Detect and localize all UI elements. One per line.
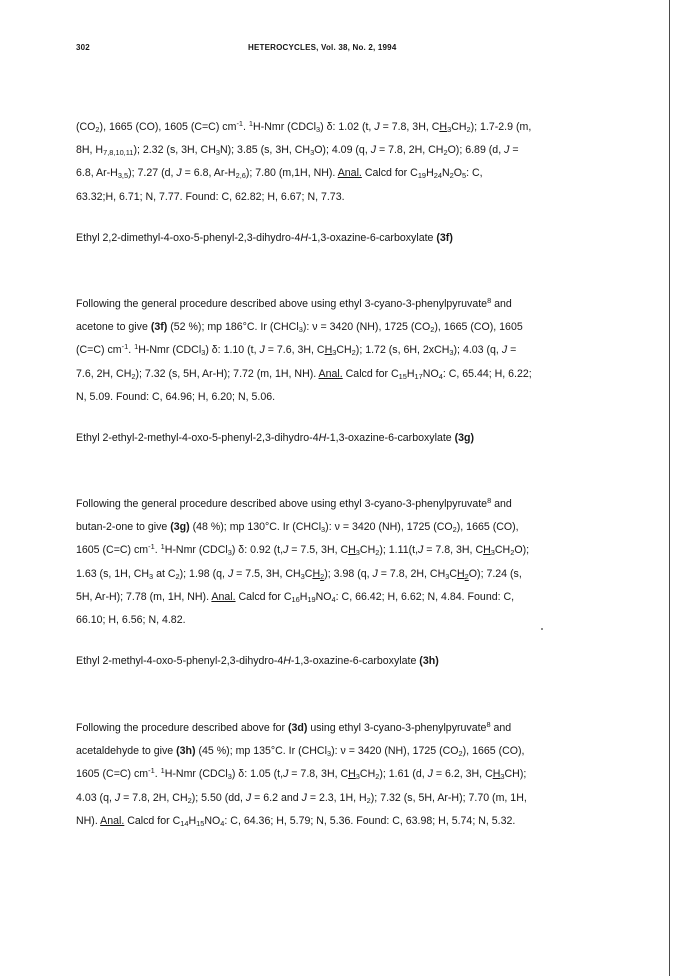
text-line: 7.6, 2H, $CH_2$); 7.32 (s, 5H, Ar-H); 7.72 (m, 1H, NH). Anal. Calcd for $C_{15}H_{17}NO_4$: C, 65.44; H, 6.22; — [76, 367, 532, 381]
text-line: 1605 (C=C) $cm^{-1}$. $^1$H-Nmr (CDCl$_3$) δ: 1.05 (t,J = 7.8, 3H, $CH_3CH_2$); 1.61 (d, J = 6.2, 3H, $CH_3CH$); — [76, 766, 527, 782]
compound-heading-3g: Ethyl 2-ethyl-2-methyl-4-oxo-5-phenyl-2,3-dihydro-4H-1,3-oxazine-6-carboxylate (3g) — [76, 432, 475, 444]
text-line: N, 5.09. Found: C, 64.96; H, 6.20; N, 5.06. — [76, 390, 276, 403]
text-line: 5H, Ar-H); 7.78 (m, 1H, NH). Anal. Calcd for $C_{16}H_{19}NO_4$: C, 66.42; H, 6.62; N, 4.84. Found: C, — [76, 590, 515, 604]
page-edge-rule — [669, 0, 670, 976]
text-line: 1605 (C=C) $cm^{-1}$. $^1$H-Nmr (CDCl$_3$) δ: 0.92 (t,J = 7.5, 3H, $CH_3CH_2$); 1.11(t,J = 7.8, 3H, $CH_3CH_2O$); — [76, 542, 530, 558]
page-number: 302 — [76, 43, 90, 52]
compound-paragraph-3g — [76, 493, 646, 632]
running-head: HETEROCYCLES, Vol. 38, No. 2, 1994 — [248, 43, 397, 52]
compound-heading-3f: Ethyl 2,2-dimethyl-4-oxo-5-phenyl-2,3-dihydro-4H-1,3-oxazine-6-carboxylate (3f) — [76, 232, 453, 244]
text-line: 4.03 (q, J = 7.8, 2H, $CH_2$); 5.50 (dd, J = 6.2 and J = 2.3, 1H, $H_2$); 7.32 (s, 5H, Ar-H); 7.70 (m, 1H, — [76, 791, 527, 805]
text-line: 6.8, $Ar-H_{3,5}$); 7.27 (d, J = 6.8, $Ar-H_{2,6}$); 7.80 (m,1H, NH). Anal. Calcd for $C_{19}H_{24}N_2O_5$: C, — [76, 167, 483, 181]
scan-speck — [541, 628, 543, 630]
text-line: 63.32;H, 6.71; N, 7.77. Found: C, 62.82; H, 6.67; N, 7.73. — [76, 190, 345, 203]
text-line: butan-2-one to give (3g) (48 %); mp 130°C. Ir (CHCl$_3$): ν = 3420 (NH), 1725 $(CO_2)$, 1665 (CO), — [76, 521, 519, 535]
text-line: Following the general procedure described above using ethyl 3-cyano-3-phenylpyruvate$^8$ and — [76, 296, 512, 310]
text-line: 66.10; H, 6.56; N, 4.82. — [76, 614, 186, 627]
text-line: acetaldehyde to give (3h) (45 %); mp 135°C. Ir (CHCl$_3$): ν = 3420 (NH), 1725 $(CO_2)$, 1665 (CO), — [76, 745, 525, 759]
compound-heading-3h: Ethyl 2-methyl-4-oxo-5-phenyl-2,3-dihydro-4H-1,3-oxazine-6-carboxylate (3h) — [76, 655, 439, 667]
text-line: 1.63 (s, 1H, $CH_3$ at $C_2$); 1.98 (q, J = 7.5, 3H, $CH_3CH_2$); 3.98 (q, J = 7.8, 2H, $CH_3CH_2O$); 7.24 (s, — [76, 567, 522, 581]
text-line: Following the general procedure described above using ethyl 3-cyano-3-phenylpyruvate$^8$ and — [76, 496, 512, 510]
text-line: (C=C) $cm^{-1}$. $^1$H-Nmr (CDCl$_3$) δ: 1.10 (t, J = 7.6, 3H, $CH_3CH_2$); 1.72 (s, 6H, 2xCH$_3$); 4.03 (q, J = — [76, 342, 517, 358]
compound-paragraph-3h — [76, 717, 646, 833]
text-line: 8H, $H_{7,8,10,11}$); 2.32 (s, 3H, $CH_3N$); 3.85 (s, 3H, $CH_3O$); 4.09 (q, J = 7.8, 2H, $CH_2O$); 6.89 (d, J = — [76, 144, 519, 158]
text-line: $(CO_2)$, 1665 (CO), 1605 (C=C) $cm^{-1}$. $^1$H-Nmr (CDCl$_3$) δ: 1.02 (t, J = 7.8, 3H, $CH_3CH_2$); 1.7-2.9 (m, — [76, 119, 532, 134]
text-line: Following the procedure described above for (3d) using ethyl 3-cyano-3-phenylpyruvate$^8$ and — [76, 720, 512, 734]
text-line: NH). Anal. Calcd for $C_{14}H_{15}NO_4$: C, 64.36; H, 5.79; N, 5.36. Found: C, 63.98; H, 5.74; N, 5.32. — [76, 814, 516, 828]
continued-paragraph — [76, 116, 646, 209]
compound-paragraph-3f — [76, 293, 646, 409]
text-line: acetone to give (3f) (52 %); mp 186°C. Ir (CHCl$_3$): ν = 3420 (NH), 1725 $(CO_2)$, 1665 (CO), 1605 — [76, 321, 523, 335]
